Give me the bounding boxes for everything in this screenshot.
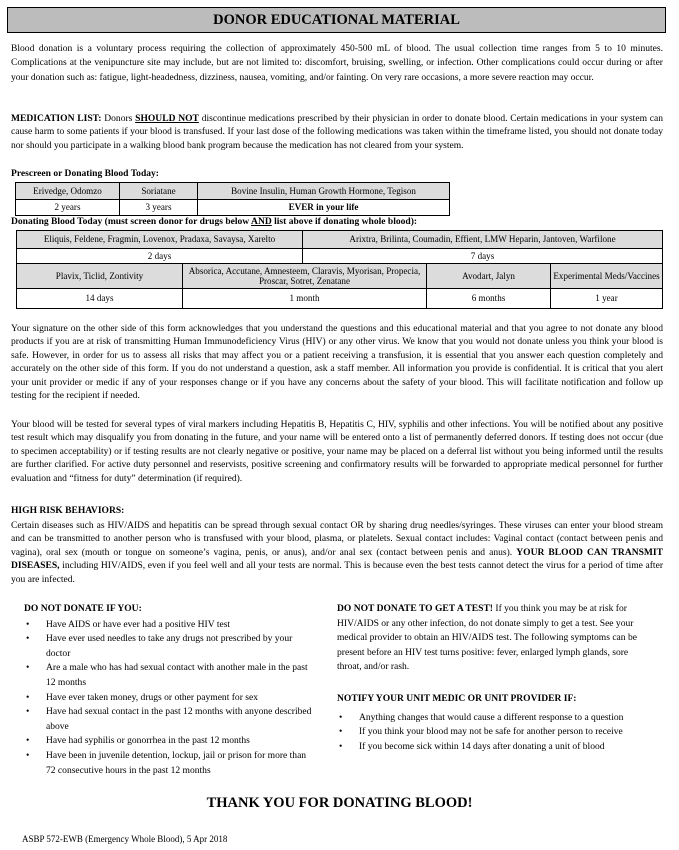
table-cell: Plavix, Ticlid, Zontivity bbox=[17, 264, 183, 289]
test-warning-block bbox=[337, 602, 655, 675]
donating-today-table-row1 bbox=[16, 230, 663, 264]
table-row bbox=[17, 249, 663, 264]
list-item: • Are a male who has had sexual contact with another male in the past 12 months bbox=[24, 661, 314, 690]
table-row bbox=[16, 200, 450, 216]
table-cell: 7 days bbox=[303, 249, 663, 264]
table-row bbox=[17, 289, 663, 309]
thank-you-message: THANK YOU FOR DONATING BLOOD! bbox=[206, 795, 473, 811]
table-cell: 2 days bbox=[17, 249, 303, 264]
high-risk-text-b: including HIV/AIDS, even if you feel well and all your tests are normal. This is because even the best tests cannot detect the virus for a period of time after you are infected. bbox=[11, 560, 663, 585]
table-row bbox=[17, 264, 663, 289]
table-cell: 6 months bbox=[427, 289, 551, 309]
do-not-donate-column bbox=[24, 602, 314, 778]
medication-label: MEDICATION LIST: bbox=[11, 113, 102, 124]
table-cell: Eliquis, Feldene, Fragmin, Lovenox, Pradaxa, Savaysa, Xarelto bbox=[17, 231, 303, 249]
donating-label-a: Donating Blood Today (must screen donor for drugs below bbox=[11, 216, 252, 227]
test-warning-heading: DO NOT DONATE TO GET A TEST! bbox=[337, 603, 493, 614]
table-cell: 1 month bbox=[183, 289, 427, 309]
donating-today-label bbox=[11, 216, 417, 228]
table-cell: Bovine Insulin, Human Growth Hormone, Tegison bbox=[198, 183, 450, 200]
list-item: • Have had sexual contact in the past 12 months with anyone described above bbox=[24, 705, 314, 734]
list-item: • If you become sick within 14 days after donating a unit of blood bbox=[337, 740, 667, 755]
notify-list bbox=[337, 711, 667, 755]
high-risk-heading: HIGH RISK BEHAVIORS: bbox=[11, 505, 125, 516]
signature-paragraph: Your signature on the other side of this form acknowledges that you understand the questions and this educational material and that you agree to not donate any blood products if you are at risk of transmitting Human Immunodeficiency Virus (HIV) or any other virus. We know that you would not donate unless you think your blood is safe. However, in order for us to assess all risks that may affect you or a patient receiving a transfusion, it is essential that you answer each question completely and accurately on the other side of this form. If you do not understand a question, ask a staff member. All information you provide is confidential. It is critical that you alert your unit provider or medic if any of your responses change or if you have any concerns about the safety of your blood. This will facilitate notification and follow up testing for the recipient if needed. bbox=[11, 323, 663, 402]
table-row bbox=[17, 231, 663, 249]
page-title: DONOR EDUCATIONAL MATERIAL bbox=[7, 7, 666, 33]
list-item: • Have been in juvenile detention, lockup, jail or prison for more than 72 consecutive hours in the past 12 months bbox=[24, 749, 314, 778]
table-cell: 14 days bbox=[17, 289, 183, 309]
list-item: • Have ever taken money, drugs or other payment for sex bbox=[24, 691, 314, 706]
transmit-emphasis: YOUR BLOOD CAN TRANSMIT DISEASES, bbox=[11, 546, 664, 572]
notify-heading: NOTIFY YOUR UNIT MEDIC OR UNIT PROVIDER IF: bbox=[337, 693, 577, 704]
table-cell: Erivedge, Odomzo bbox=[16, 183, 120, 200]
table-cell: 2 years bbox=[16, 200, 120, 216]
notify-column bbox=[337, 692, 667, 754]
donating-today-table-row2 bbox=[16, 263, 663, 309]
table-cell: 1 year bbox=[551, 289, 663, 309]
medication-text-b: discontinue medications prescribed by their physician in order to donate blood. Certain medications in your system can cause harm to some patients if your blood is transfused. If your last dose of the following medications was taken within the timeframe listed, you should not donate today nor should you participate in a walking blood bank program because the medication has not cleared from your system. bbox=[11, 113, 664, 151]
table-cell: EVER in your life bbox=[198, 200, 450, 216]
do-not-donate-list bbox=[24, 618, 314, 779]
medication-paragraph bbox=[11, 112, 663, 152]
list-item: • Anything changes that would cause a different response to a question bbox=[337, 711, 667, 726]
table-cell: 3 years bbox=[120, 200, 198, 216]
medication-text-a: Donors bbox=[101, 113, 136, 124]
table-cell: Absorica, Accutane, Amnesteem, Claravis, Myorisan, Propecia, Proscar, Sotret, Zenatane bbox=[183, 264, 427, 289]
high-risk-text-a: Certain diseases such as HIV/AIDS and hepatitis can be spread through sexual contact OR by sharing drug needles/syringes. These viruses can enter your blood stream and can be transmitted to another person who is transfused with your blood, plasma, or platelets. Sexual contact includes: Vaginal contact (contact between penis and vagina), oral sex (mouth or tongue on someone’s vagina, penis, or anus), and/or anal sex (contact between penis and anus). bbox=[11, 520, 663, 558]
intro-paragraph: Blood donation is a voluntary process requiring the collection of approximately 450-500 mL of blood. The usual collection time ranges from 5 to 10 minutes. Complications at the venipuncture site may include, but are not limited to: discomfort, bruising, swelling, or infection. Other complications could occur during or after your donation such as: fatigue, light-headedness, dizziness, nausea, vomiting, and/or fainting. On very rare occasions, a more severe reaction may occur. bbox=[11, 43, 663, 83]
list-item: • If you think your blood may not be safe for another person to receive bbox=[337, 725, 667, 740]
donating-label-b: list above if donating whole blood): bbox=[271, 216, 418, 227]
table-row bbox=[16, 183, 450, 200]
testing-paragraph: Your blood will be tested for several types of viral markers including Hepatitis B, Hepatitis C, HIV, syphilis and other infections. You will be notified about any positive test result which may disqualify you from donating in the future, and your name will be entered onto a list of permanently deferred donors. If testing does not occur (due to specimen acceptability) or if testing results are not clearly negative or positive, your name may be placed on a deferral list without you being informed until the results are further clarified. For active duty personnel and reservists, positive screening and confirmatory results will be forwarded to appropriate medical personnel for further evaluation and “fitness for duty” determination (if required). bbox=[11, 419, 663, 484]
should-not-emphasis: SHOULD NOT bbox=[135, 113, 199, 124]
do-not-donate-heading: DO NOT DONATE IF YOU: bbox=[24, 603, 142, 614]
list-item: • Have ever used needles to take any drugs not prescribed by your doctor bbox=[24, 632, 314, 661]
form-footer: ASBP 572-EWB (Emergency Whole Blood), 5 Apr 2018 bbox=[22, 834, 228, 844]
high-risk-paragraph bbox=[11, 519, 663, 586]
list-item: • Have AIDS or have ever had a positive HIV test bbox=[24, 618, 314, 633]
table-cell: Experimental Meds/Vaccines bbox=[551, 264, 663, 289]
list-item: • Have had syphilis or gonorrhea in the past 12 months bbox=[24, 734, 314, 749]
prescreen-table bbox=[15, 182, 450, 216]
and-emphasis: AND bbox=[251, 216, 272, 227]
test-warning-text: If you think you may be at risk for HIV/AIDS or any other infection, do not donate simply to get a test. See your medical provider to obtain an HIV/AIDS test. The following symptoms can be present before an HIV test turns positive: fever, enlarged lymph glands, sore throat, and/or rash. bbox=[337, 603, 637, 673]
table-cell: Arixtra, Brilinta, Coumadin, Effient, LMW Heparin, Jantoven, Warfilone bbox=[303, 231, 663, 249]
table-cell: Soriatane bbox=[120, 183, 198, 200]
table-cell: Avodart, Jalyn bbox=[427, 264, 551, 289]
prescreen-label: Prescreen or Donating Blood Today: bbox=[11, 168, 159, 179]
